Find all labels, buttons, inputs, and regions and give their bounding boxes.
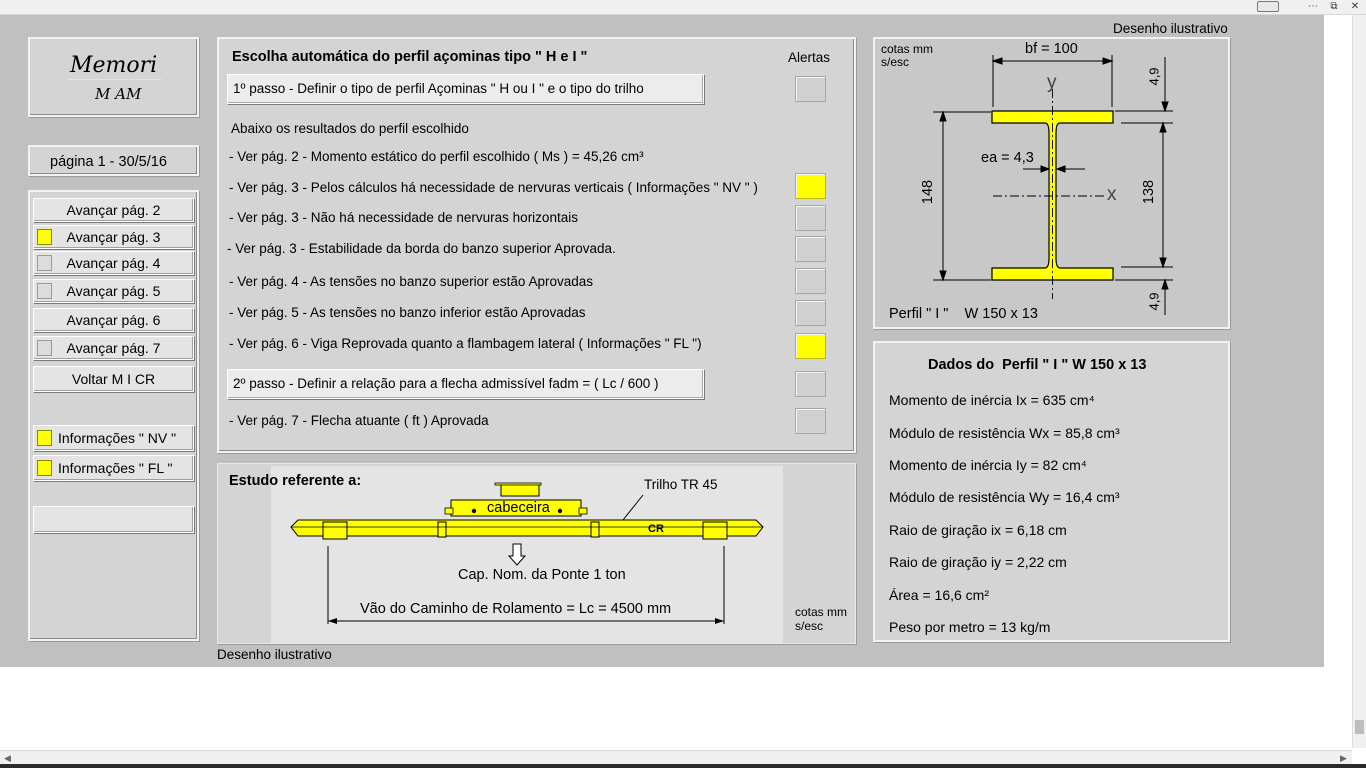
alert-fl (795, 333, 826, 359)
result-line-3: - Ver pág. 3 - Não há necessidade de nervuras horizontais (229, 210, 578, 225)
scrollbar-thumb[interactable] (1355, 720, 1364, 734)
main-title: Escolha automática do perfil açominas tipo " H e I " (232, 49, 588, 65)
study-title: Estudo referente a: (229, 473, 362, 489)
logo-panel (28, 37, 199, 117)
data-radius-x: Raio de giração ix = 6,18 cm (889, 522, 1067, 538)
result-line-7: - Ver pág. 6 - Viga Reprovada quanto a flambagem lateral ( Informações " FL ") (229, 336, 702, 351)
flange-top-label: 4,9 (1146, 67, 1162, 86)
nav-button-page-2[interactable] (33, 198, 194, 222)
data-ix: Momento de inércia Ix = 635 cm⁴ (889, 392, 1095, 408)
restore-icon[interactable]: ⧉ (1330, 1, 1338, 12)
alert-deflection (795, 408, 826, 434)
data-area: Área = 16,6 cm² (889, 587, 989, 603)
alert-step-2 (795, 371, 826, 397)
nav-label: Avançar pág. 4 (66, 255, 161, 271)
profile-drawing-panel (873, 37, 1230, 329)
taskbar-strip (0, 764, 1366, 768)
back-button[interactable] (33, 366, 194, 392)
ribbon-toggle-icon[interactable] (1257, 1, 1279, 12)
info-nv-button[interactable] (33, 425, 194, 451)
step-2-label: 2º passo - Definir a relação para a flecha admissível fadm = ( Lc / 600 ) (233, 376, 659, 391)
trilho-label: Trilho TR 45 (644, 477, 718, 492)
horizontal-scrollbar[interactable] (0, 750, 1352, 765)
illustrative-caption: Desenho ilustrativo (1113, 21, 1228, 36)
data-wx: Módulo de resistência Wx = 85,8 cm³ (889, 425, 1120, 441)
result-line-8: - Ver pág. 7 - Flecha atuante ( ft ) Aprovada (229, 413, 489, 428)
study-panel (217, 463, 856, 644)
page-info-text: página 1 - 30/5/16 (50, 154, 167, 170)
study-cotas-label: cotas mm (795, 605, 848, 619)
result-line-5: - Ver pág. 4 - As tensões no banzo superior estão Aprovadas (229, 274, 593, 289)
nav-label: Avançar pág. 3 (66, 229, 161, 245)
profile-data-panel (873, 341, 1230, 642)
nav-button-page-5[interactable] (33, 279, 194, 303)
y-axis-label: y (1047, 72, 1057, 93)
results-label: Abaixo os resultados do perfil escolhido (231, 121, 469, 136)
cabeceira-label: cabeceira (487, 500, 550, 516)
alerts-label: Alertas (788, 50, 831, 65)
nav-label: Avançar pág. 5 (66, 283, 161, 299)
page-info (28, 145, 199, 176)
nav-button-page-7[interactable] (33, 336, 194, 360)
alert-step-1 (795, 76, 826, 102)
nav-button-page-3[interactable] (33, 225, 194, 249)
flange-bottom-label: 4,9 (1146, 292, 1162, 311)
data-wy: Módulo de resistência Wy = 16,4 cm³ (889, 489, 1120, 505)
nav-button-page-4[interactable] (33, 251, 194, 275)
inner-height-label: 138 (1141, 179, 1158, 205)
nav-label: Avançar pág. 2 (66, 202, 161, 218)
nav-label: Voltar M I CR (71, 371, 156, 387)
window-titlebar (0, 0, 1366, 15)
page-5-checkbox (37, 283, 52, 299)
alert-stability (795, 236, 826, 262)
x-axis-label: x (1107, 184, 1117, 205)
arrow-right-icon (715, 618, 724, 624)
info-fl-indicator (37, 460, 52, 476)
profile-cotas-label: cotas mm (881, 42, 934, 56)
info-fl-button[interactable] (33, 455, 194, 481)
web-thickness-label: ea = 4,3 (981, 150, 1034, 166)
result-line-2: - Ver pág. 3 - Pelos cálculos há necessidade de nervuras verticais ( Informações " NV " ) (229, 180, 758, 195)
options-icon[interactable]: ⋯ (1308, 1, 1318, 12)
logo-text-memori: Memori (70, 53, 158, 78)
nav-label: Avançar pág. 7 (66, 340, 161, 356)
page-3-checkbox (37, 229, 52, 245)
alert-horizontal (795, 205, 826, 231)
span-label: Vão do Caminho de Rolamento = Lc = 4500 mm (360, 601, 672, 617)
logo-text-mam: M AM (95, 85, 142, 103)
info-label: Informações " NV " (58, 430, 177, 446)
nav-label: Avançar pág. 6 (66, 312, 161, 328)
arrow-left-icon (328, 618, 337, 624)
result-line-4: - Ver pág. 3 - Estabilidade da borda do banzo superior Aprovada. (227, 241, 616, 256)
cr-label: CR (648, 523, 664, 535)
load-arrow-icon (509, 544, 525, 565)
rail-leader-line (623, 495, 643, 520)
page-4-checkbox (37, 255, 52, 271)
data-iy: Momento de inércia Iy = 82 cm⁴ (889, 457, 1087, 473)
alert-upper-flange (795, 268, 826, 294)
bf-label: bf = 100 (1025, 41, 1078, 57)
study-sesc-label: s/esc (795, 619, 824, 633)
crane-drawing (218, 464, 857, 645)
data-title: Dados do Perfil " I " W 150 x 13 (928, 357, 1147, 373)
close-icon[interactable]: ✕ (1350, 1, 1360, 12)
alert-nv (795, 173, 826, 199)
step-1-label: 1º passo - Definir o tipo de perfil Açominas " H ou I " e o tipo do trilho (233, 81, 644, 96)
nav-button-page-6[interactable] (33, 308, 194, 332)
page-7-checkbox (37, 340, 52, 356)
crane-girder (291, 520, 763, 539)
step-1-button[interactable] (227, 74, 704, 104)
info-label: Informações " FL " (58, 460, 173, 476)
data-weight: Peso por metro = 13 kg/m (889, 619, 1051, 635)
info-nv-indicator (37, 430, 52, 446)
study-caption: Desenho ilustrativo (217, 647, 332, 662)
capacity-label: Cap. Nom. da Ponte 1 ton (458, 567, 626, 583)
data-radius-y: Raio de giração iy = 2,22 cm (889, 554, 1067, 570)
blank-button[interactable] (33, 506, 194, 533)
height-label: 148 (920, 179, 937, 205)
step-2-button[interactable] (227, 369, 704, 399)
scroll-left-icon[interactable]: ◀ (4, 753, 11, 763)
profile-name-label: Perfil " I " W 150 x 13 (889, 306, 1038, 322)
result-line-1: - Ver pág. 2 - Momento estático do perfil escolhido ( Ms ) = 45,26 cm³ (229, 149, 644, 164)
profile-sesc-label: s/esc (881, 55, 910, 69)
alert-lower-flange (795, 300, 826, 326)
logo-underline (68, 79, 162, 80)
scroll-right-icon[interactable]: ▶ (1340, 753, 1347, 763)
vertical-scrollbar[interactable] (1352, 15, 1366, 748)
result-line-6: - Ver pág. 5 - As tensões no banzo inferior estão Aprovadas (229, 305, 586, 320)
navigation-panel (28, 190, 199, 641)
main-results-panel (217, 37, 856, 453)
